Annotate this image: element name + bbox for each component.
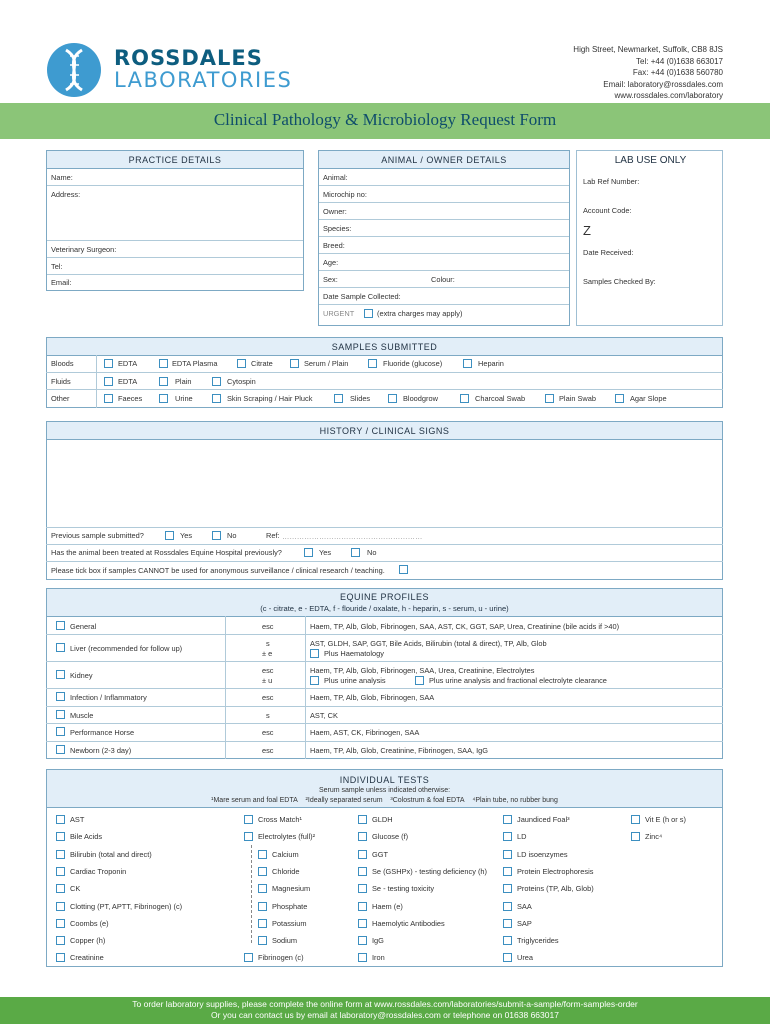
profile-muscle-desc: AST, CK xyxy=(310,711,338,720)
lab-use-heading: LAB USE ONLY xyxy=(614,155,687,166)
kidney-urine-fractional-label: Plus urine analysis and fractional electrolyte clearance xyxy=(429,676,607,685)
footer-line2: Or you can contact us by email at laboratory@rossdales.com or telephone on 01638 663017 xyxy=(211,1010,559,1020)
test-col1-6-label: Coombs (e) xyxy=(70,918,109,928)
other-slides-checkbox[interactable] xyxy=(334,394,343,403)
test-col1-1-checkbox[interactable] xyxy=(56,832,65,841)
previous-yes-label: Yes xyxy=(180,531,193,540)
previous-sample-label: Previous sample submitted? xyxy=(51,531,144,540)
test-col3-5-checkbox[interactable] xyxy=(358,902,367,911)
account-code-label: Account Code: xyxy=(583,206,632,215)
form-title: Clinical Pathology & Microbiology Request Form xyxy=(213,110,557,129)
profile-liver-desc: AST, GLDH, SAP, GGT, Bile Acids, Bilirubin (total & direct), TP, Alb, Glob xyxy=(310,639,547,648)
equine-heading: EQUINE PROFILES xyxy=(339,592,430,602)
profile-kidney-code2: ± u xyxy=(262,676,273,685)
microchip-field[interactable]: Microchip no: xyxy=(319,186,569,203)
test-col2-1-checkbox[interactable] xyxy=(244,832,253,841)
test-col4-1-checkbox[interactable] xyxy=(503,832,512,841)
bloods-heparin-label: Heparin xyxy=(478,359,504,368)
test-col3-3-label: Se (GSHPx) - testing deficiency (h) xyxy=(372,866,488,876)
test-col2-8-label: Fibrinogen (c) xyxy=(258,953,304,963)
bloods-fluoride-label: Fluoride (glucose) xyxy=(383,359,443,368)
test-col3-3-checkbox[interactable] xyxy=(358,867,367,876)
profile-infection-code: esc xyxy=(262,693,274,702)
previous-no-checkbox[interactable] xyxy=(212,531,221,540)
fluids-plain-label: Plain xyxy=(175,377,192,386)
breed-field[interactable]: Breed: xyxy=(319,237,569,254)
test-col1-3-label: Cardiac Troponin xyxy=(70,866,127,876)
test-col3-5-label: Haem (e) xyxy=(372,901,403,911)
test-electrolyte-4-label: Potassium xyxy=(272,918,307,928)
other-charcoal-label: Charcoal Swab xyxy=(475,394,526,403)
profile-muscle-checkbox[interactable] xyxy=(56,710,65,719)
profile-general-checkbox[interactable] xyxy=(56,621,65,630)
liver-plus-haematology-label: Plus Haematology xyxy=(324,649,384,658)
test-col1-6-checkbox[interactable] xyxy=(56,919,65,928)
test-col3-1-checkbox[interactable] xyxy=(358,832,367,841)
test-col4-4-checkbox[interactable] xyxy=(503,884,512,893)
date-collected-field[interactable]: Date Sample Collected: xyxy=(319,288,569,305)
bloods-heparin-checkbox[interactable] xyxy=(463,359,472,368)
test-col1-4-checkbox[interactable] xyxy=(56,884,65,893)
test-col5-0-label: Vit E (h or s) xyxy=(645,815,686,824)
bloods-fluoride-checkbox[interactable] xyxy=(368,359,377,368)
bloods-edta-checkbox[interactable] xyxy=(104,359,113,368)
test-col4-8-label: Urea xyxy=(517,953,534,963)
profile-liver-name: Liver (recommended for follow up) xyxy=(70,644,183,653)
test-col1-5-label: Clotting (PT, APTT, Fibrinogen) (c) xyxy=(70,901,183,911)
bloods-serum-label: Serum / Plain xyxy=(304,359,349,368)
other-urine-checkbox[interactable] xyxy=(159,394,168,403)
profile-liver-checkbox[interactable] xyxy=(56,643,65,652)
anonymous-label: Please tick box if samples CANNOT be used for anonymous surveillance / clinical research / teaching. xyxy=(51,566,385,575)
samples-bloods-label: Bloods xyxy=(51,359,74,368)
bloods-citrate-label: Citrate xyxy=(251,359,273,368)
other-skin-checkbox[interactable] xyxy=(212,394,221,403)
test-col3-4-checkbox[interactable] xyxy=(358,884,367,893)
treated-no-checkbox[interactable] xyxy=(351,548,360,557)
test-col1-2-checkbox[interactable] xyxy=(56,850,65,859)
other-urine-label: Urine xyxy=(175,394,193,403)
test-col4-7-checkbox[interactable] xyxy=(503,936,512,945)
profile-general-name: General xyxy=(70,622,97,631)
test-electrolyte-0-label: Calcium xyxy=(272,849,299,859)
kidney-urine-label: Plus urine analysis xyxy=(324,676,386,685)
date-received-label: Date Received: xyxy=(583,248,634,257)
fluids-cytospin-checkbox[interactable] xyxy=(212,377,221,386)
profile-infection-name: Infection / Inflammatory xyxy=(70,693,147,702)
individual-heading: INDIVIDUAL TESTS xyxy=(339,775,430,785)
other-charcoal-checkbox[interactable] xyxy=(460,394,469,403)
lab-use-box xyxy=(576,150,723,326)
other-slides-label: Slides xyxy=(350,394,371,403)
test-col1-8-label: Creatinine xyxy=(70,953,104,963)
test-col4-6-label: SAP xyxy=(517,918,532,928)
bloods-edta-label: EDTA xyxy=(118,359,138,368)
practice-email-field[interactable]: Email: xyxy=(51,278,72,287)
bloods-edta-plasma-checkbox[interactable] xyxy=(159,359,168,368)
profile-performance-desc: Haem, AST, CK, Fibrinogen, SAA xyxy=(310,728,420,737)
profile-general-code: esc xyxy=(262,622,274,631)
other-agar-label: Agar Slope xyxy=(630,394,667,403)
test-col4-4-label: Proteins (TP, Alb, Glob) xyxy=(517,884,594,894)
animal-owner-heading: ANIMAL / OWNER DETAILS xyxy=(319,151,569,169)
species-field[interactable]: Species: xyxy=(319,220,569,237)
test-col4-3-checkbox[interactable] xyxy=(503,867,512,876)
test-col3-8-label: Iron xyxy=(372,953,385,963)
lab-address: High Street, Newmarket, Suffolk, CB8 8JS Tel: +44 (0)1638 663017 Fax: +44 (0)1638 560780 Email: laboratory@rossdales.com www.rossdales.com/laboratory xyxy=(573,45,723,100)
test-col5-1-checkbox[interactable] xyxy=(631,832,640,841)
test-electrolyte-1-checkbox[interactable] xyxy=(258,867,267,876)
treated-label: Has the animal been treated at Rossdales Equine Hospital previously? xyxy=(51,548,282,557)
bloods-edta-plasma-label: EDTA Plasma xyxy=(172,359,218,368)
previous-yes-checkbox[interactable] xyxy=(165,531,174,540)
test-electrolyte-4-checkbox[interactable] xyxy=(258,919,267,928)
test-col2-8-checkbox[interactable] xyxy=(244,953,253,962)
test-col2-1-label: Electrolytes (full)² xyxy=(258,832,316,842)
previous-no-label: No xyxy=(227,531,237,540)
test-col3-1-label: Glucose (f) xyxy=(372,832,409,842)
test-col1-2-label: Bilirubin (total and direct) xyxy=(70,849,152,859)
test-col3-6-checkbox[interactable] xyxy=(358,919,367,928)
footer-bar xyxy=(0,997,770,1024)
bloods-serum-checkbox[interactable] xyxy=(290,359,299,368)
profile-newborn-desc: Haem, TP, Alb, Glob, Creatinine, Fibrinogen, SAA, IgG xyxy=(310,746,489,755)
profile-liver-code: s xyxy=(266,639,270,648)
test-col4-0-checkbox[interactable] xyxy=(503,815,512,824)
treated-no-label: No xyxy=(367,548,377,557)
test-electrolyte-5-checkbox[interactable] xyxy=(258,936,267,945)
profile-newborn-checkbox[interactable] xyxy=(56,745,65,754)
history-heading: HISTORY / CLINICAL SIGNS xyxy=(47,422,722,440)
practice-details-heading: PRACTICE DETAILS xyxy=(47,151,303,169)
individual-legend: ¹Mare serum and foal EDTA ²Ideally separated serum ³Colostrum & foal EDTA ⁴Plain tube, no rubber bung xyxy=(211,797,558,804)
samples-fluids-label: Fluids xyxy=(51,377,71,386)
account-z-letter: Z xyxy=(583,223,591,238)
test-col3-2-checkbox[interactable] xyxy=(358,850,367,859)
profile-muscle-code: s xyxy=(266,711,270,720)
other-faeces-label: Faeces xyxy=(118,394,143,403)
other-agar-checkbox[interactable] xyxy=(615,394,624,403)
other-faeces-checkbox[interactable] xyxy=(104,394,113,403)
age-field[interactable]: Age: xyxy=(319,254,569,271)
test-electrolyte-3-checkbox[interactable] xyxy=(258,902,267,911)
other-bloodgrow-checkbox[interactable] xyxy=(388,394,397,403)
profile-newborn-name: Newborn (2-3 day) xyxy=(70,746,132,755)
test-col2-0-checkbox[interactable] xyxy=(244,815,253,824)
fluids-edta-checkbox[interactable] xyxy=(104,377,113,386)
test-col4-0-label: Jaundiced Foal³ xyxy=(517,815,570,824)
test-col4-5-label: SAA xyxy=(517,901,532,911)
test-col3-7-label: IgG xyxy=(372,936,384,946)
test-col4-2-checkbox[interactable] xyxy=(503,850,512,859)
anonymous-checkbox[interactable] xyxy=(399,565,408,574)
test-col1-0-checkbox[interactable] xyxy=(56,815,65,824)
test-col1-3-checkbox[interactable] xyxy=(56,867,65,876)
practice-name-field[interactable]: Name: xyxy=(47,169,303,186)
urgent-row: URGENT (extra charges may apply) xyxy=(323,309,463,318)
profile-kidney-checkbox[interactable] xyxy=(56,670,65,679)
test-col3-2-label: GGT xyxy=(372,849,389,859)
profile-performance-checkbox[interactable] xyxy=(56,727,65,736)
animal-owner-box xyxy=(318,150,570,326)
profile-kidney-name: Kidney xyxy=(70,671,93,680)
test-electrolyte-1-label: Chloride xyxy=(272,866,300,876)
test-col3-7-checkbox[interactable] xyxy=(358,936,367,945)
fluids-edta-label: EDTA xyxy=(118,377,138,386)
vet-surgeon-field[interactable]: Veterinary Surgeon: xyxy=(47,241,303,258)
electrolytes-tree-line xyxy=(251,845,252,943)
other-skin-label: Skin Scraping / Hair Pluck xyxy=(227,394,313,403)
samples-heading: SAMPLES SUBMITTED xyxy=(47,338,722,356)
test-col3-4-label: Se - testing toxicity xyxy=(372,884,435,894)
test-col3-0-checkbox[interactable] xyxy=(358,815,367,824)
profile-infection-desc: Haem, TP, Alb, Glob, Fibrinogen, SAA xyxy=(310,693,435,702)
test-electrolyte-2-label: Magnesium xyxy=(272,884,311,894)
profile-performance-code: esc xyxy=(262,728,274,737)
urgent-checkbox[interactable] xyxy=(364,309,373,318)
profile-general-desc: Haem, TP, Alb, Glob, Fibrinogen, SAA, AST, CK, GGT, SAP, Urea, Creatinine (bile acids if >40) xyxy=(310,622,620,631)
profile-kidney-desc: Haem, TP, Alb, Glob, Fibrinogen, SAA, Urea, Creatinine, Electrolytes xyxy=(310,666,535,675)
profile-newborn-code: esc xyxy=(262,746,274,755)
kidney-urine-fractional-checkbox[interactable] xyxy=(415,676,424,685)
logo-dna-icon xyxy=(46,42,102,98)
test-col3-8-checkbox[interactable] xyxy=(358,953,367,962)
urgent-label: URGENT xyxy=(323,309,355,318)
sex-colour-field[interactable]: Sex: Colour: xyxy=(319,271,569,288)
other-plain-swab-label: Plain Swab xyxy=(559,394,596,403)
test-col4-7-label: Triglycerides xyxy=(517,936,559,946)
treated-yes-label: Yes xyxy=(319,548,332,557)
fluids-plain-checkbox[interactable] xyxy=(159,377,168,386)
owner-field[interactable]: Owner: xyxy=(319,203,569,220)
profile-kidney-code: esc xyxy=(262,666,274,675)
test-electrolyte-3-label: Phosphate xyxy=(272,901,308,911)
practice-address-field[interactable]: Address: xyxy=(47,186,303,241)
test-col4-3-label: Protein Electrophoresis xyxy=(517,866,594,876)
previous-ref-field[interactable]: ………………………………………………… xyxy=(282,532,423,541)
other-plain-swab-checkbox[interactable] xyxy=(545,394,554,403)
logo-name-line1: ROSSDALES xyxy=(114,46,263,70)
test-col1-7-checkbox[interactable] xyxy=(56,936,65,945)
fluids-cytospin-label: Cytospin xyxy=(227,377,256,386)
test-col1-0-label: AST xyxy=(70,815,85,824)
bloods-citrate-checkbox[interactable] xyxy=(237,359,246,368)
logo-name-line2: LABORATORIES xyxy=(114,68,293,92)
other-bloodgrow-label: Bloodgrow xyxy=(403,394,438,403)
test-col5-0-checkbox[interactable] xyxy=(631,815,640,824)
profile-liver-code2: ± e xyxy=(262,649,273,658)
kidney-urine-checkbox[interactable] xyxy=(310,676,319,685)
equine-subheading: (c - citrate, e - EDTA, f - flouride / oxalate, h - heparin, s - serum, u - urine) xyxy=(260,604,509,613)
test-col4-8-checkbox[interactable] xyxy=(503,953,512,962)
test-col1-1-label: Bile Acids xyxy=(70,832,103,842)
practice-tel-field[interactable]: Tel: xyxy=(47,258,303,275)
samples-checked-label: Samples Checked By: xyxy=(583,277,656,286)
samples-other-label: Other xyxy=(51,394,70,403)
test-electrolyte-0-checkbox[interactable] xyxy=(258,850,267,859)
test-col1-5-checkbox[interactable] xyxy=(56,902,65,911)
animal-field[interactable]: Animal: xyxy=(319,169,569,186)
test-col1-4-label: CK xyxy=(70,884,81,894)
test-col1-8-checkbox[interactable] xyxy=(56,953,65,962)
test-col4-2-label: LD isoenzymes xyxy=(517,849,568,859)
test-col5-1-label: Zinc⁴ xyxy=(645,832,663,842)
footer-line1: To order laboratory supplies, please complete the online form at www.rossdales.com/laboratories/submit-a-sample/form-samples-order xyxy=(132,999,638,1009)
test-col3-0-label: GLDH xyxy=(372,815,393,824)
practice-details-box xyxy=(46,150,304,291)
test-col4-1-label: LD xyxy=(517,832,527,842)
profile-muscle-name: Muscle xyxy=(70,711,94,720)
treated-yes-checkbox[interactable] xyxy=(304,548,313,557)
test-col1-7-label: Copper (h) xyxy=(70,936,106,946)
test-electrolyte-2-checkbox[interactable] xyxy=(258,884,267,893)
previous-ref-label: Ref: xyxy=(266,531,280,540)
test-electrolyte-5-label: Sodium xyxy=(272,936,298,946)
test-col4-6-checkbox[interactable] xyxy=(503,919,512,928)
test-col4-5-checkbox[interactable] xyxy=(503,902,512,911)
test-col2-0-label: Cross Match¹ xyxy=(258,815,302,824)
liver-plus-haematology-checkbox[interactable] xyxy=(310,649,319,658)
lab-ref-label: Lab Ref Number: xyxy=(583,177,640,186)
test-col3-6-label: Haemolytic Antibodies xyxy=(372,918,445,928)
profile-performance-name: Performance Horse xyxy=(70,728,135,737)
profile-infection-checkbox[interactable] xyxy=(56,692,65,701)
individual-note: Serum sample unless indicated otherwise: xyxy=(318,787,451,794)
